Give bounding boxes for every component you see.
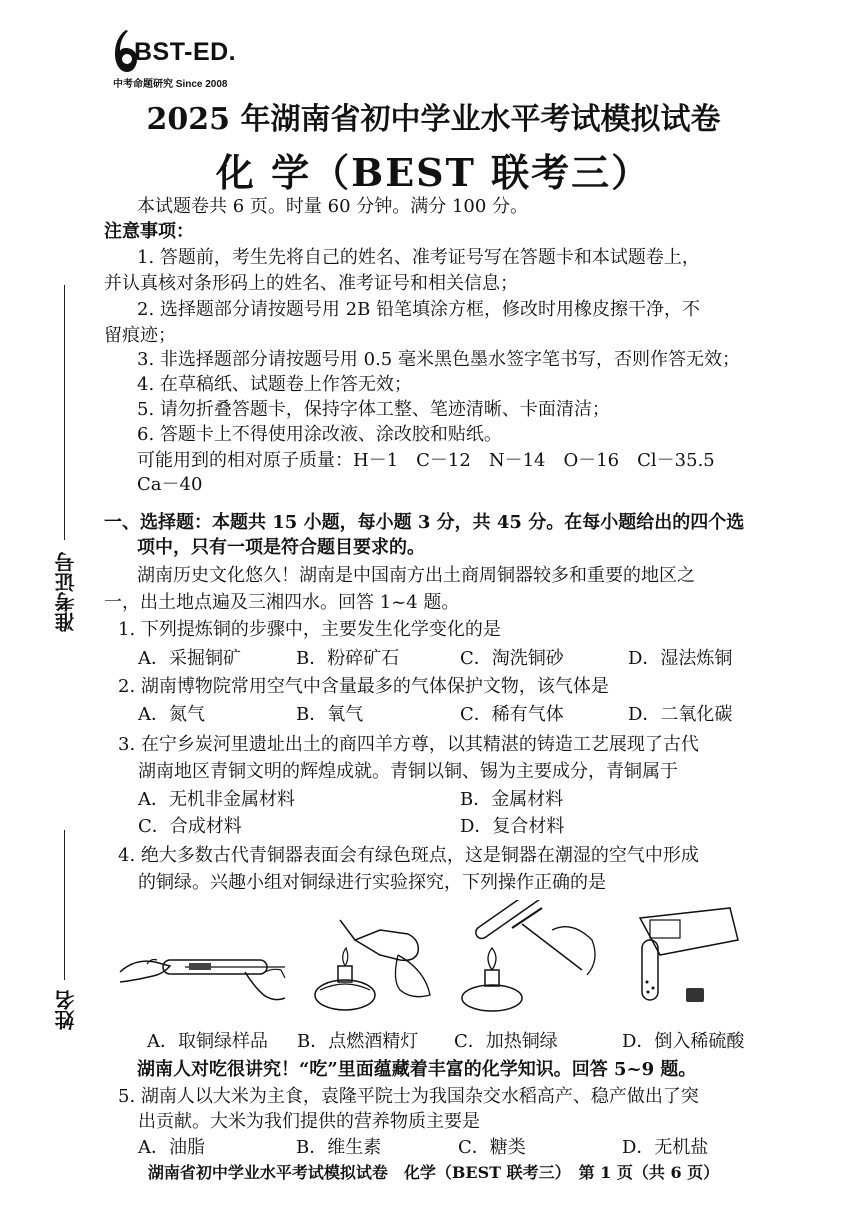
note-line: 5. 请勿折叠答题卡，保持字体工整、笔迹清晰、卡面清洁； [137, 399, 610, 420]
atomic-masses: 可能用到的相对原子质量：H－1 C－12 N－14 O－16 Cl－35.5 [137, 450, 715, 471]
q5-option-c: C．糖类 [458, 1137, 526, 1158]
figure-c-heating [452, 900, 602, 1015]
note-line: 1. 答题前，考生先将自己的姓名、准考证号写在答题卡和本试题卷上， [137, 247, 700, 268]
q5-option-b: B．维生素 [296, 1137, 382, 1158]
exam-no-label: 准考证号 [54, 552, 78, 632]
figure-b-lamp-lighting [300, 900, 450, 1015]
figure-a-sampling [115, 900, 295, 1015]
section-heading: 一、选择题：本题共 15 小题，每小题 3 分，共 45 分。在每小题给出的四个选 [104, 512, 745, 533]
intro-text: 湖南历史文化悠久！湖南是中国南方出土商周铜器较多和重要的地区之 [137, 565, 695, 586]
page-title: 2025 年湖南省初中学业水平考试模拟试卷 [146, 102, 721, 137]
q1-option-b: B．粉碎矿石 [296, 648, 400, 669]
q1-option-d: D．湿法炼铜 [628, 648, 733, 669]
q2-option-b: B．氧气 [296, 704, 364, 725]
name-line [64, 830, 65, 980]
q3-option-b: B．金属材料 [460, 789, 564, 810]
subject-title: 化 学（BEST 联考三） [215, 150, 652, 195]
question-4-stem: 4. 绝大多数古代青铜器表面会有绿色斑点，这是铜器在潮湿的空气中形成 [118, 845, 699, 866]
q1-option-a: A．采掘铜矿 [138, 648, 241, 669]
note-line: 3. 非选择题部分请按题号用 0.5 毫米黑色墨水签字笔书写，否则作答无效； [137, 349, 740, 370]
q3-option-a: A．无机非金属材料 [138, 789, 295, 810]
figure-d-pouring [620, 900, 760, 1015]
question-1-stem: 1. 下列提炼铜的步骤中，主要发生化学变化的是 [118, 619, 501, 640]
q1-option-c: C．淘洗铜砂 [460, 648, 564, 669]
logo-brand: BST-ED. [134, 38, 237, 66]
exam-no-line [64, 285, 65, 540]
question-5-stem: 5. 湖南人以大米为主食，袁隆平院士为我国杂交水稻高产、稳产做出了突 [118, 1086, 699, 1107]
intro-text-2: 湖南人对吃很讲究！“吃”里面蕴藏着丰富的化学知识。回答 5~9 题。 [137, 1059, 697, 1080]
q2-option-d: D．二氧化碳 [628, 704, 733, 725]
q2-option-c: C．稀有气体 [460, 704, 564, 725]
question-3-stem: 3. 在宁乡炭河里遗址出土的商四羊方尊，以其精湛的铸造工艺展现了古代 [118, 734, 699, 755]
notes-heading: 注意事项： [104, 221, 194, 242]
q3-option-c: C．合成材料 [138, 816, 242, 837]
atomic-masses-cont: Ca－40 [137, 474, 203, 495]
q3-option-d: D．复合材料 [460, 816, 565, 837]
exam-info: 本试题卷共 6 页。时量 60 分钟。满分 100 分。 [137, 196, 529, 217]
section-heading-cont: 项中，只有一项是符合题目要求的。 [137, 537, 425, 558]
q4-option-a: A．取铜绿样品 [147, 1031, 268, 1052]
question-2-stem: 2. 湖南博物院常用空气中含量最多的气体保护文物，该气体是 [118, 676, 609, 697]
name-label: 姓名 [54, 990, 78, 1030]
page-footer: 湖南省初中学业水平考试模拟试卷 化学（BEST 联考三） 第 1 页（共 6 页） [147, 1163, 720, 1182]
question-3-stem-cont: 湖南地区青铜文明的辉煌成就。青铜以铜、锡为主要成分，青铜属于 [138, 761, 678, 782]
q4-option-b: B．点燃酒精灯 [297, 1031, 419, 1052]
q2-option-a: A．氮气 [138, 704, 205, 725]
note-line: 留痕迹； [104, 325, 176, 346]
q5-option-d: D．无机盐 [622, 1137, 709, 1158]
logo-tagline: 中考命题研究 Since 2008 [113, 79, 228, 90]
q4-option-d: D．倒入稀硫酸 [622, 1031, 745, 1052]
note-line: 并认真核对条形码上的姓名、准考证号和相关信息； [104, 273, 518, 294]
note-line: 2. 选择题部分请按题号用 2B 铅笔填涂方框，修改时用橡皮擦干净，不 [137, 299, 701, 320]
note-line: 6. 答题卡上不得使用涂改液、涂改胶和贴纸。 [137, 424, 502, 445]
question-4-stem-cont: 的铜绿。兴趣小组对铜绿进行实验探究，下列操作正确的是 [138, 872, 606, 893]
q5-option-a: A．油脂 [138, 1137, 205, 1158]
question-5-stem-cont: 出贡献。大米为我们提供的营养物质主要是 [138, 1111, 480, 1132]
q4-option-c: C．加热铜绿 [454, 1031, 558, 1052]
intro-text-cont: 一，出土地点遍及三湘四水。回答 1~4 题。 [104, 592, 460, 613]
note-line: 4. 在草稿纸、试题卷上作答无效； [137, 374, 412, 395]
